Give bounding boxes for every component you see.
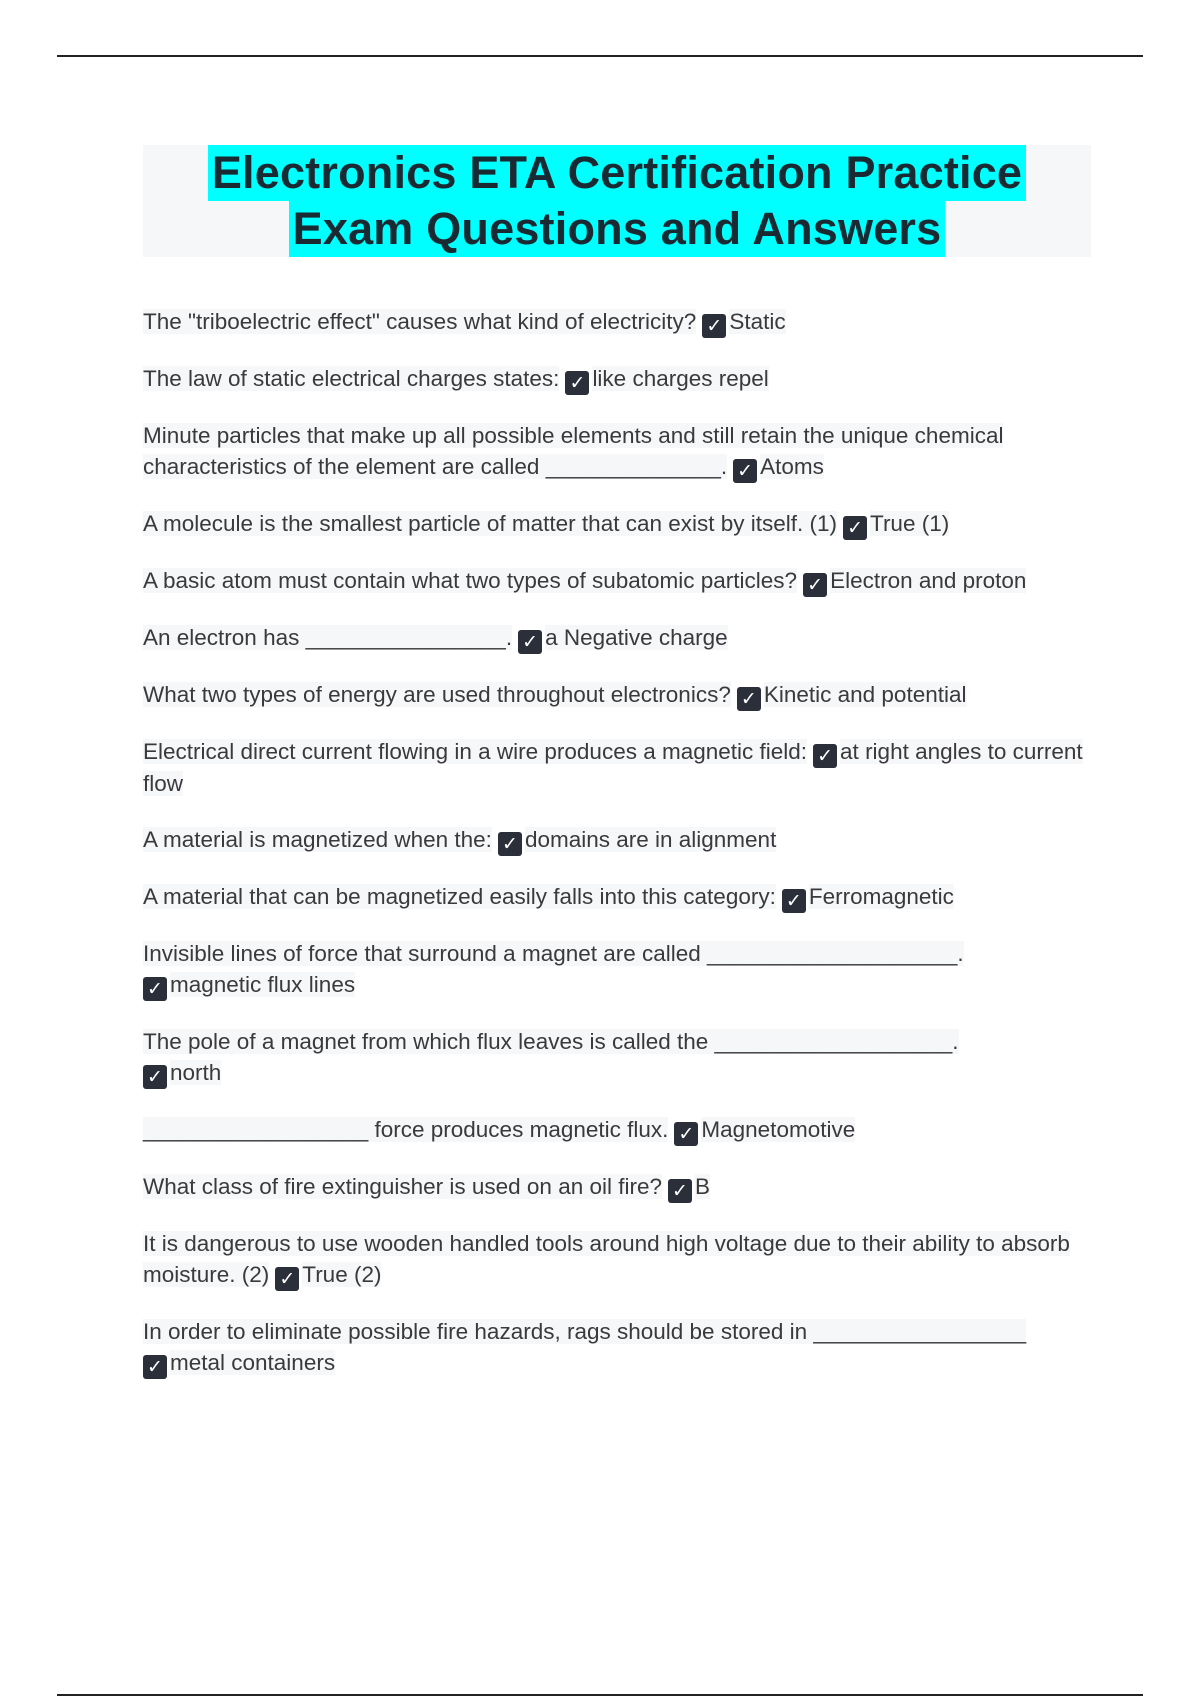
checkmark-icon: ✓ — [565, 371, 589, 395]
qa-item-4 — [143, 508, 1093, 540]
answer-text: Magnetomotive — [701, 1117, 856, 1142]
checkmark-icon: ✓ — [813, 744, 837, 768]
answer-text: metal containers — [170, 1350, 336, 1375]
answer-text: B — [695, 1174, 711, 1199]
checkmark-icon: ✓ — [737, 687, 761, 711]
answer-text: north — [170, 1060, 222, 1085]
question-text: __________________ force produces magnetic flux. — [143, 1117, 669, 1142]
qa-item-8 — [143, 736, 1093, 799]
question-text: What two types of energy are used throughout electronics? — [143, 682, 731, 707]
question-text: What class of fire extinguisher is used on an oil fire? — [143, 1174, 663, 1199]
checkmark-icon: ✓ — [733, 459, 757, 483]
checkmark-icon: ✓ — [803, 573, 827, 597]
question-text: In order to eliminate possible fire hazards, rags should be stored in _________________ — [143, 1319, 1027, 1344]
answer-text: Atoms — [760, 454, 824, 479]
checkmark-icon: ✓ — [668, 1179, 692, 1203]
title-line-1: Electronics ETA Certification Practice — [208, 145, 1026, 201]
checkmark-icon: ✓ — [702, 314, 726, 338]
checkmark-icon: ✓ — [143, 1065, 167, 1089]
checkmark-icon: ✓ — [143, 1355, 167, 1379]
qa-item-14 — [143, 1171, 1093, 1203]
qa-item-11 — [143, 938, 1093, 1001]
checkmark-icon: ✓ — [498, 832, 522, 856]
answer-text: True (2) — [302, 1262, 382, 1287]
question-text: The law of static electrical charges states: — [143, 366, 560, 391]
qa-item-6 — [143, 622, 1093, 654]
checkmark-icon: ✓ — [674, 1122, 698, 1146]
answer-text: a Negative charge — [545, 625, 728, 650]
answer-text: True (1) — [870, 511, 950, 536]
title-banner — [143, 145, 1091, 257]
qa-item-1 — [143, 306, 1093, 338]
qa-item-12 — [143, 1026, 1093, 1089]
answer-text: at right angles to current flow — [143, 739, 1083, 796]
checkmark-icon: ✓ — [275, 1267, 299, 1291]
question-text: A basic atom must contain what two types of subatomic particles? — [143, 568, 798, 593]
qa-item-2 — [143, 363, 1093, 395]
qa-item-16 — [143, 1316, 1093, 1379]
qa-item-3 — [143, 420, 1093, 483]
answer-text: Kinetic and potential — [763, 682, 967, 707]
checkmark-icon: ✓ — [143, 977, 167, 1001]
answer-text: like charges repel — [592, 366, 769, 391]
bottom-rule — [57, 1694, 1143, 1696]
answer-text: Electron and proton — [830, 568, 1027, 593]
qa-item-7 — [143, 679, 1093, 711]
answer-text: Ferromagnetic — [808, 884, 954, 909]
question-text: A molecule is the smallest particle of matter that can exist by itself. (1) — [143, 511, 838, 536]
question-text: Electrical direct current flowing in a wire produces a magnetic field: — [143, 739, 808, 764]
question-text: An electron has ________________. — [143, 625, 513, 650]
answer-text: magnetic flux lines — [170, 972, 356, 997]
checkmark-icon: ✓ — [518, 630, 542, 654]
qa-item-5 — [143, 565, 1093, 597]
question-text: Invisible lines of force that surround a magnet are called ____________________. — [143, 941, 964, 966]
qa-item-13 — [143, 1114, 1093, 1146]
answer-text: domains are in alignment — [524, 827, 777, 852]
question-text: A material is magnetized when the: — [143, 827, 492, 852]
checkmark-icon: ✓ — [782, 889, 806, 913]
top-rule — [57, 55, 1143, 57]
question-text: Minute particles that make up all possible elements and still retain the unique chemical characteristics of the element are called ______________. — [143, 423, 1004, 479]
question-text: The pole of a magnet from which flux leaves is called the ___________________. — [143, 1029, 959, 1054]
question-text: The "triboelectric effect" causes what kind of electricity? — [143, 309, 697, 334]
qa-item-10 — [143, 881, 1093, 913]
answer-text: Static — [729, 309, 786, 334]
qa-item-9 — [143, 824, 1093, 856]
qa-list — [143, 306, 1093, 1404]
title-line-2: Exam Questions and Answers — [289, 201, 946, 257]
checkmark-icon: ✓ — [843, 516, 867, 540]
qa-item-15 — [143, 1228, 1093, 1291]
question-text: It is dangerous to use wooden handled tools around high voltage due to their ability to absorb moisture. (2) — [143, 1231, 1070, 1287]
question-text: A material that can be magnetized easily falls into this category: — [143, 884, 776, 909]
